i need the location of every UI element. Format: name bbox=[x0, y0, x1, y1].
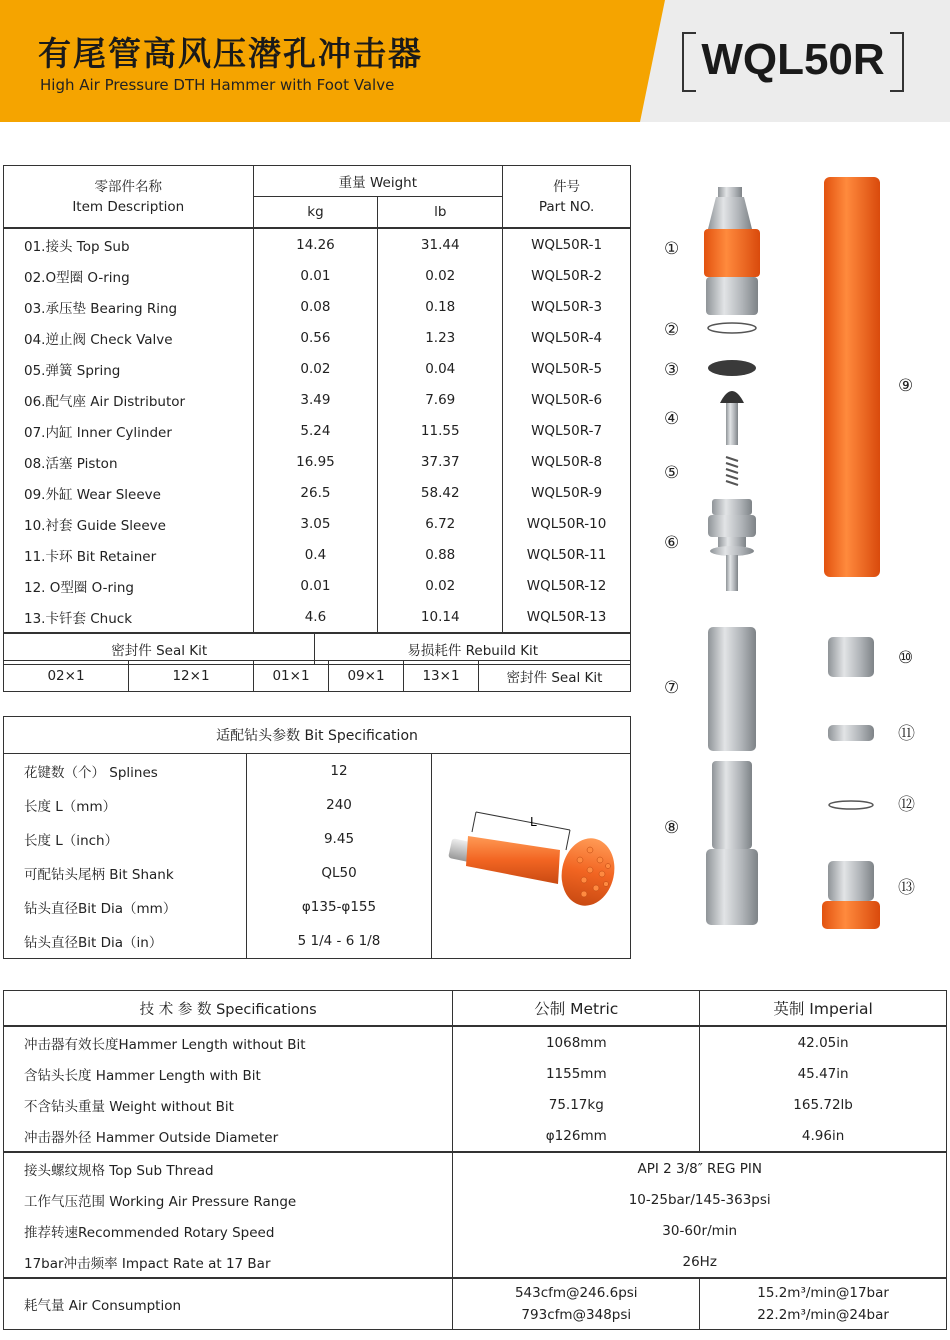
part-guide-sleeve bbox=[828, 637, 874, 677]
spec-metric-value: 1068mm bbox=[453, 1026, 700, 1058]
part-bearing-ring bbox=[708, 360, 756, 376]
table-row bbox=[4, 1215, 947, 1246]
spec-imperial-value: 45.47in bbox=[700, 1058, 947, 1089]
part-number: WQL50R-3 bbox=[503, 291, 631, 322]
bit-length-label: L bbox=[530, 815, 537, 829]
part-kg: 5.24 bbox=[253, 415, 378, 446]
callout-12: ⑫ bbox=[898, 795, 915, 815]
part-lb: 1.23 bbox=[378, 322, 503, 353]
part-lb: 0.02 bbox=[378, 260, 503, 291]
part-number: WQL50R-13 bbox=[503, 601, 631, 633]
part-number: WQL50R-4 bbox=[503, 322, 631, 353]
part-lb: 7.69 bbox=[378, 384, 503, 415]
spec-imperial-value: 42.05in bbox=[700, 1026, 947, 1058]
table-row bbox=[4, 353, 631, 384]
part-chuck bbox=[822, 861, 880, 929]
spec-table bbox=[3, 990, 947, 1330]
callout-10: ⑩ bbox=[898, 648, 914, 668]
part-item: 02.O型圈 O-ring bbox=[4, 260, 254, 291]
bit-spec-value: QL50 bbox=[247, 856, 432, 890]
spec-label: 耗气量 Air Consumption bbox=[4, 1278, 453, 1330]
callout-2: ② bbox=[664, 320, 680, 340]
table-row bbox=[4, 1120, 947, 1152]
table-row bbox=[4, 384, 631, 415]
part-item: 11.卡环 Bit Retainer bbox=[4, 539, 254, 570]
part-lb: 11.55 bbox=[378, 415, 503, 446]
spec-label: 推荐转速Recommended Rotary Speed bbox=[4, 1215, 453, 1246]
part-number: WQL50R-6 bbox=[503, 384, 631, 415]
spec-metric-value: φ126mm bbox=[453, 1120, 700, 1152]
part-kg: 14.26 bbox=[253, 228, 378, 260]
spec-metric-value: 543cfm@246.6psi 793cfm@348psi bbox=[453, 1278, 700, 1330]
spec-label: 不含钻头重量 Weight without Bit bbox=[4, 1089, 453, 1120]
table-row bbox=[4, 260, 631, 291]
bit-spec-label: 花键数（个） Splines bbox=[4, 754, 247, 789]
bit-spec-label: 可配钻头尾柄 Bit Shank bbox=[4, 856, 247, 890]
header-kg: kg bbox=[253, 197, 378, 229]
part-lb: 10.14 bbox=[378, 601, 503, 633]
table-row bbox=[4, 477, 631, 508]
spec-shared-value: 30-60r/min bbox=[453, 1215, 947, 1246]
part-item: 06.配气座 Air Distributor bbox=[4, 384, 254, 415]
part-top-sub bbox=[704, 187, 760, 315]
spec-label: 冲击器有效长度Hammer Length without Bit bbox=[4, 1026, 453, 1058]
spec-label: 含钻头长度 Hammer Length with Bit bbox=[4, 1058, 453, 1089]
bit-spec-value: 9.45 bbox=[247, 822, 432, 856]
part-check-valve bbox=[720, 391, 744, 445]
header-metric: 公制 Metric bbox=[453, 991, 700, 1027]
seal-kit-item: 02×1 bbox=[4, 661, 129, 692]
title-english: High Air Pressure DTH Hammer with Foot Valve bbox=[40, 76, 395, 94]
spec-imperial-value: 165.72lb bbox=[700, 1089, 947, 1120]
part-item: 07.内缸 Inner Cylinder bbox=[4, 415, 254, 446]
header-weight: 重量 Weight bbox=[253, 166, 503, 197]
bit-spec-label: 长度 L（inch） bbox=[4, 822, 247, 856]
bit-spec-label: 钻头直径Bit Dia（mm） bbox=[4, 890, 247, 924]
callout-3: ③ bbox=[664, 360, 680, 380]
rebuild-kit-item: 09×1 bbox=[329, 661, 404, 692]
spec-label: 工作气压范围 Working Air Pressure Range bbox=[4, 1184, 453, 1215]
table-row bbox=[4, 508, 631, 539]
spec-label: 17bar冲击频率 Impact Rate at 17 Bar bbox=[4, 1246, 453, 1278]
spec-shared-value: 10-25bar/145-363psi bbox=[453, 1184, 947, 1215]
part-number: WQL50R-2 bbox=[503, 260, 631, 291]
bit-spec-value: 5 1/4 - 6 1/8 bbox=[247, 924, 432, 959]
callout-7: ⑦ bbox=[664, 678, 680, 698]
table-row bbox=[4, 570, 631, 601]
part-lb: 0.18 bbox=[378, 291, 503, 322]
part-number: WQL50R-9 bbox=[503, 477, 631, 508]
table-row bbox=[4, 754, 631, 789]
part-item: 09.外缸 Wear Sleeve bbox=[4, 477, 254, 508]
table-row bbox=[4, 291, 631, 322]
callout-4: ④ bbox=[664, 409, 680, 429]
spec-metric-value: 75.17kg bbox=[453, 1089, 700, 1120]
callout-11: ⑪ bbox=[898, 724, 915, 744]
seal-kit-item: 12×1 bbox=[129, 661, 254, 692]
rebuild-kit-item: 密封件 Seal Kit bbox=[479, 661, 631, 692]
part-number: WQL50R-11 bbox=[503, 539, 631, 570]
table-row bbox=[4, 601, 631, 633]
part-number: WQL50R-5 bbox=[503, 353, 631, 384]
part-item: 04.逆止阀 Check Valve bbox=[4, 322, 254, 353]
part-number: WQL50R-1 bbox=[503, 228, 631, 260]
part-lb: 31.44 bbox=[378, 228, 503, 260]
callout-6: ⑥ bbox=[664, 533, 680, 553]
part-kg: 3.05 bbox=[253, 508, 378, 539]
table-row bbox=[4, 1246, 947, 1278]
table-row bbox=[4, 1152, 947, 1184]
spec-shared-value: 26Hz bbox=[453, 1246, 947, 1278]
bit-spec-value: 12 bbox=[247, 754, 432, 789]
part-lb: 0.02 bbox=[378, 570, 503, 601]
part-item: 08.活塞 Piston bbox=[4, 446, 254, 477]
rebuild-kit-item: 01×1 bbox=[254, 661, 329, 692]
bit-illustration bbox=[440, 800, 620, 910]
part-item: 05.弹簧 Spring bbox=[4, 353, 254, 384]
spec-metric-value: 1155mm bbox=[453, 1058, 700, 1089]
part-air-distributor bbox=[708, 499, 756, 591]
header-part-no: 件号 Part NO. bbox=[503, 166, 631, 229]
part-lb: 58.42 bbox=[378, 477, 503, 508]
part-lb: 0.88 bbox=[378, 539, 503, 570]
part-item: 03.承压垫 Bearing Ring bbox=[4, 291, 254, 322]
spec-shared-value: API 2 3/8″ REG PIN bbox=[453, 1152, 947, 1184]
bit-spec-value: φ135-φ155 bbox=[247, 890, 432, 924]
callout-5: ⑤ bbox=[664, 463, 680, 483]
table-row bbox=[4, 228, 631, 260]
bit-spec-title: 适配钻头参数 Bit Specification bbox=[4, 717, 631, 754]
table-row bbox=[4, 1026, 947, 1058]
part-bit-retainer bbox=[828, 725, 874, 741]
part-lb: 6.72 bbox=[378, 508, 503, 539]
header-imperial: 英制 Imperial bbox=[700, 991, 947, 1027]
part-kg: 0.01 bbox=[253, 570, 378, 601]
part-kg: 0.4 bbox=[253, 539, 378, 570]
header-lb: lb bbox=[378, 197, 503, 229]
part-inner-cylinder bbox=[708, 627, 756, 751]
part-kg: 0.01 bbox=[253, 260, 378, 291]
parts-table bbox=[3, 165, 631, 665]
callout-8: ⑧ bbox=[664, 818, 680, 838]
rebuild-kit-label: 易损耗件 Rebuild Kit bbox=[315, 633, 631, 665]
part-kg: 0.56 bbox=[253, 322, 378, 353]
callout-9: ⑨ bbox=[898, 376, 914, 396]
part-lb: 37.37 bbox=[378, 446, 503, 477]
part-item: 12. O型圈 O-ring bbox=[4, 570, 254, 601]
part-item: 13.卡钎套 Chuck bbox=[4, 601, 254, 633]
part-kg: 4.6 bbox=[253, 601, 378, 633]
table-row bbox=[4, 415, 631, 446]
table-row bbox=[4, 1184, 947, 1215]
model-number: WQL50R bbox=[701, 35, 885, 84]
part-piston bbox=[706, 761, 758, 925]
table-row bbox=[4, 446, 631, 477]
part-number: WQL50R-12 bbox=[503, 570, 631, 601]
part-o-ring-small bbox=[829, 801, 873, 809]
part-o-ring bbox=[708, 323, 756, 333]
part-kg: 3.49 bbox=[253, 384, 378, 415]
title-chinese: 有尾管高风压潜孔冲击器 bbox=[38, 34, 423, 73]
rebuild-kit-item: 13×1 bbox=[404, 661, 479, 692]
spec-imperial-value: 15.2m³/min@17bar 22.2m³/min@24bar bbox=[700, 1278, 947, 1330]
table-row bbox=[4, 1089, 947, 1120]
bit-spec-label: 钻头直径Bit Dia（in） bbox=[4, 924, 247, 959]
header-banner bbox=[0, 0, 950, 122]
callout-13: ⑬ bbox=[898, 878, 915, 898]
spec-imperial-value: 4.96in bbox=[700, 1120, 947, 1152]
header-specifications: 技 术 参 数 Specifications bbox=[4, 991, 453, 1027]
part-spring bbox=[726, 457, 738, 485]
seal-kit-label: 密封件 Seal Kit bbox=[4, 633, 315, 665]
part-kg: 0.08 bbox=[253, 291, 378, 322]
table-row bbox=[4, 1058, 947, 1089]
part-lb: 0.04 bbox=[378, 353, 503, 384]
part-kg: 0.02 bbox=[253, 353, 378, 384]
part-kg: 16.95 bbox=[253, 446, 378, 477]
spec-label: 冲击器外径 Hammer Outside Diameter bbox=[4, 1120, 453, 1152]
bit-spec-label: 长度 L（mm） bbox=[4, 788, 247, 822]
part-kg: 26.5 bbox=[253, 477, 378, 508]
callout-1: ① bbox=[664, 239, 680, 259]
part-number: WQL50R-8 bbox=[503, 446, 631, 477]
exploded-diagram bbox=[640, 165, 950, 955]
table-row bbox=[4, 322, 631, 353]
table-row bbox=[4, 539, 631, 570]
part-number: WQL50R-10 bbox=[503, 508, 631, 539]
bit-spec-value: 240 bbox=[247, 788, 432, 822]
spec-label: 接头螺纹规格 Top Sub Thread bbox=[4, 1152, 453, 1184]
header-item-description: 零部件名称 Item Description bbox=[4, 166, 254, 229]
part-item: 01.接头 Top Sub bbox=[4, 228, 254, 260]
part-number: WQL50R-7 bbox=[503, 415, 631, 446]
part-item: 10.衬套 Guide Sleeve bbox=[4, 508, 254, 539]
part-wear-sleeve bbox=[824, 177, 880, 577]
kit-table bbox=[3, 660, 631, 692]
